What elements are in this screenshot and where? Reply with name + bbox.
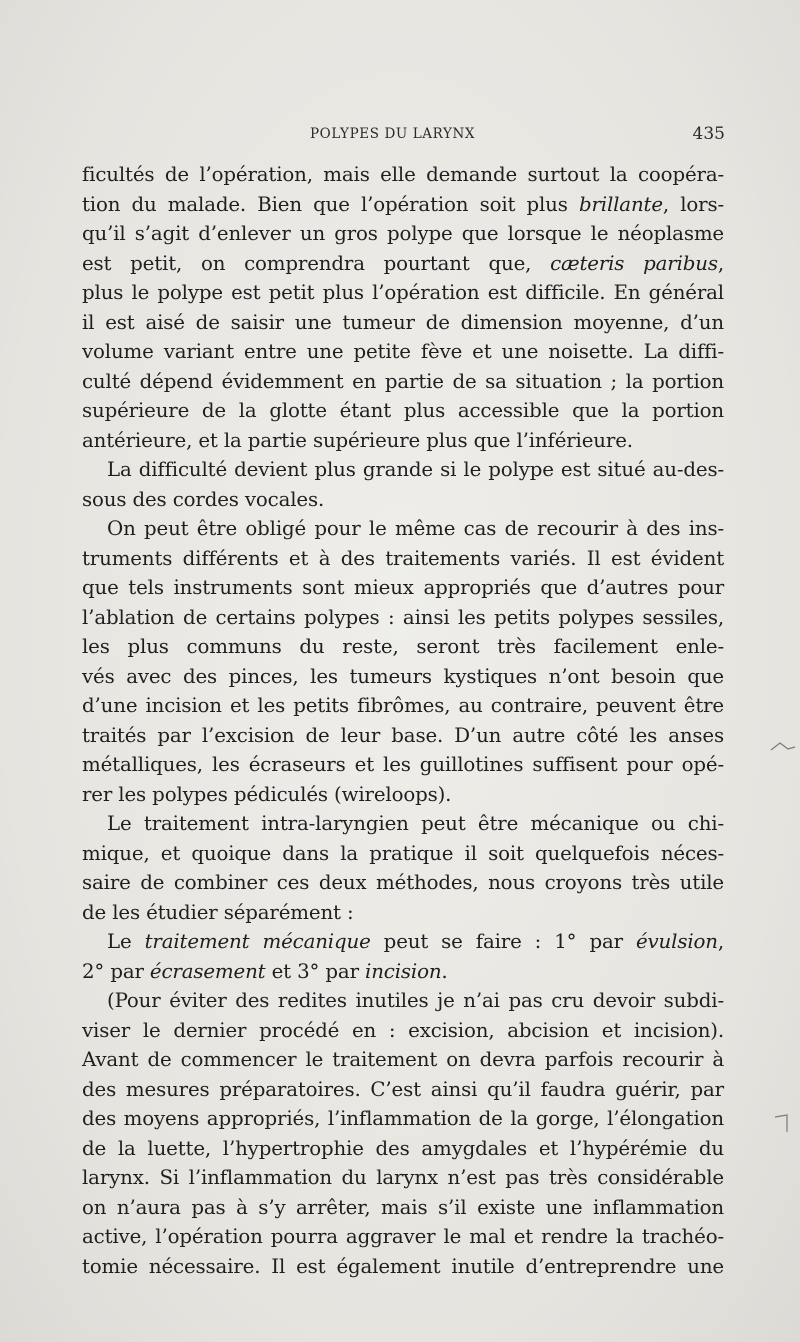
text-segment: vés avec des pinces, les tumeurs kystiques n’ont besoin que [82, 664, 724, 688]
text-segment: sous des cordes vocales. [82, 487, 325, 511]
text-line [82, 396, 724, 426]
text-line [82, 278, 724, 308]
text-segment: d’une incision et les petits fibrômes, au contraire, peuvent être [82, 694, 724, 717]
text-line [82, 1075, 724, 1105]
text-segment: qu’il s’agit d’enlever un gros polype que lorsque le néoplasme [82, 222, 724, 245]
text-segment: active, l’opération pourra aggraver le mal et rendre la trachéo- [82, 1225, 724, 1248]
text-line [82, 514, 724, 544]
text-line [82, 898, 724, 928]
text-segment: de la luette, l’hypertrophie des amygdales et l’hypérémie du [82, 1136, 724, 1160]
text-segment: larynx. Si l’inflammation du larynx n’est pas très considérable [82, 1166, 724, 1189]
text-line [82, 337, 724, 367]
text-segment: viser le dernier procédé en : excision, abcision et incision). [82, 1018, 724, 1042]
body-text [82, 160, 724, 1281]
text-line [82, 455, 724, 485]
text-line [82, 809, 724, 839]
text-line [82, 927, 724, 957]
text-line [82, 308, 724, 338]
text-segment: plus le polype est petit plus l’opération est difficile. En général [82, 281, 724, 304]
italic-text: évulsion [635, 930, 718, 953]
text-line [82, 957, 724, 987]
text-segment: des moyens appropriés, l’inflammation de la gorge, l’élongation [82, 1107, 724, 1130]
text-segment: traités par l’excision de leur base. D’un autre côté les anses [82, 723, 724, 747]
page-number: 435 [692, 124, 725, 144]
text-line [82, 839, 724, 869]
text-line [82, 986, 724, 1016]
text-segment: 2° par [82, 959, 150, 983]
text-segment: , [717, 930, 724, 953]
italic-text: traitement mécanique [144, 930, 371, 953]
text-line [82, 573, 724, 603]
italic-text: écrasement [149, 959, 266, 983]
text-segment: tomie nécessaire. Il est également inutile d’entreprendre une [82, 1254, 724, 1278]
text-segment: , [717, 251, 725, 275]
text-segment: culté dépend évidemment en partie de sa situation ; la portion [82, 369, 724, 393]
running-head: POLYPES DU LARYNX [310, 126, 476, 142]
text-segment: on n’aura pas à s’y arrêter, mais s’il existe une inflammation [82, 1195, 724, 1219]
text-segment: La difficulté devient plus grande si le polype est situé au-des- [107, 458, 724, 481]
margin-pencil-mark [770, 740, 796, 754]
margin-pencil-mark [774, 1112, 790, 1134]
text-line [82, 160, 724, 190]
text-line [82, 662, 724, 692]
text-segment: , lors- [662, 192, 724, 216]
text-segment: Le [107, 930, 145, 953]
text-segment: peut se faire : 1° par [370, 930, 636, 953]
text-segment: il est aisé de saisir une tumeur de dimension moyenne, d’un [82, 310, 724, 334]
text-segment: truments différents et à des traitements variés. Il est évident [82, 546, 724, 570]
text-line [82, 603, 724, 633]
text-line [82, 1252, 724, 1282]
text-segment: que tels instruments sont mieux appropriés que d’autres pour [82, 576, 724, 599]
text-segment: ficultés de l’opération, mais elle demande surtout la coopéra- [82, 163, 724, 186]
text-line [82, 367, 724, 397]
text-segment: Le traitement intra-laryngien peut être mécanique ou chi- [107, 812, 724, 835]
text-line [82, 721, 724, 751]
text-segment: tion du malade. Bien que l’opération soit plus [82, 192, 579, 216]
text-segment: de les étudier séparément : [82, 900, 354, 924]
text-line [82, 544, 724, 574]
text-line [82, 1045, 724, 1075]
text-segment: . [441, 959, 448, 983]
text-line [82, 190, 724, 220]
text-line [82, 1104, 724, 1134]
text-line [82, 750, 724, 780]
text-segment: les plus communs du reste, seront très facilement enle- [82, 635, 724, 658]
text-line [82, 485, 724, 515]
text-segment: Avant de commencer le traitement on devra parfois recourir à [82, 1048, 724, 1071]
text-line [82, 1134, 724, 1164]
text-line [82, 426, 724, 456]
text-segment: est petit, on comprendra pourtant que, [82, 251, 551, 275]
text-line [82, 780, 724, 810]
text-line [82, 1016, 724, 1046]
italic-text: incision [365, 959, 442, 983]
text-line [82, 1193, 724, 1223]
text-segment: antérieure, et la partie supérieure plus que l’inférieure. [82, 428, 633, 452]
text-segment: l’ablation de certains polypes : ainsi les petits polypes sessiles, [82, 605, 724, 629]
text-segment: rer les polypes pédiculés (wireloops). [82, 782, 452, 806]
text-segment: saire de combiner ces deux méthodes, nous croyons très utile [82, 871, 724, 894]
text-line [82, 219, 724, 249]
text-segment: On peut être obligé pour le même cas de recourir à des ins- [107, 517, 724, 540]
text-segment: des mesures préparatoires. C’est ainsi qu’il faudra guérir, par [82, 1077, 724, 1101]
page-header [82, 126, 725, 148]
text-segment: mique, et quoique dans la pratique il soit quelquefois néces- [82, 841, 724, 865]
text-line [82, 868, 724, 898]
text-line [82, 1222, 724, 1252]
text-segment: volume variant entre une petite fève et une noisette. La diffi- [82, 340, 724, 363]
italic-text: brillante [578, 192, 663, 216]
italic-text: cæteris paribus [550, 251, 718, 275]
text-segment: supérieure de la glotte étant plus accessible que la portion [82, 399, 724, 422]
text-segment: et 3° par [265, 959, 366, 983]
text-line [82, 249, 724, 279]
text-line [82, 632, 724, 662]
text-line [82, 691, 724, 721]
text-segment: (Pour éviter des redites inutiles je n’ai pas cru devoir subdi- [107, 989, 724, 1012]
text-segment: métalliques, les écraseurs et les guillotines suffisent pour opé- [82, 753, 724, 776]
text-line [82, 1163, 724, 1193]
